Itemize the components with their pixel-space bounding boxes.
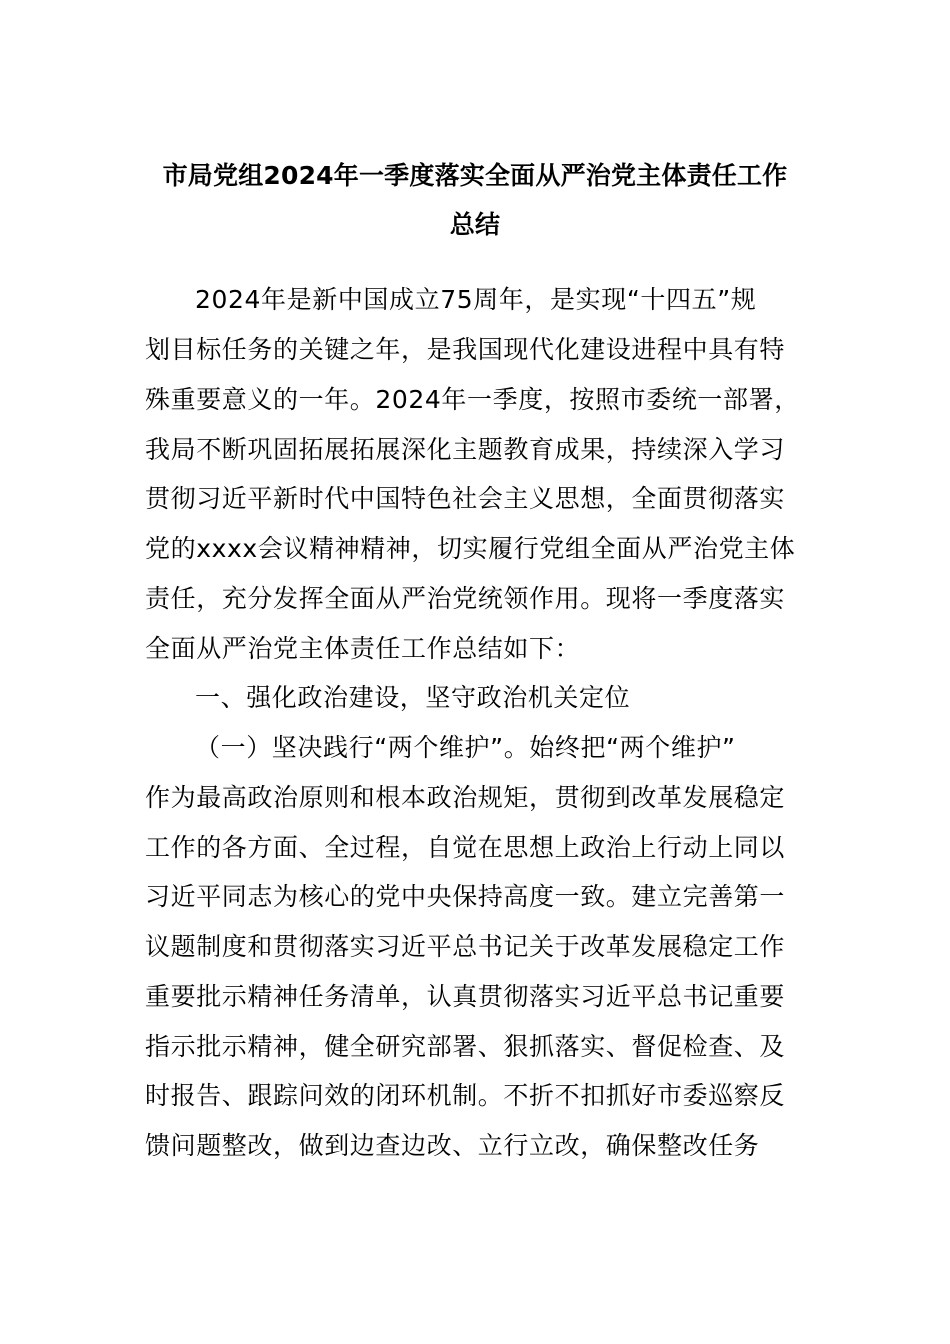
paragraph-line: 工作的各方面、全过程，自觉在思想上政治上行动上同以	[145, 833, 786, 862]
paragraph-line: 重要批示精神任务清单，认真贯彻落实习近平总书记重要	[145, 982, 786, 1011]
paragraph-line: 全面从严治党主体责任工作总结如下：	[145, 634, 581, 663]
paragraph-line: 议题制度和贯彻落实习近平总书记关于改革发展稳定工作	[145, 932, 786, 961]
paragraph-line: 习近平同志为核心的党中央保持高度一致。建立完善第一	[145, 882, 786, 911]
document-title-line-2: 总结	[449, 210, 501, 239]
paragraph-line: 贯彻习近平新时代中国特色社会主义思想，全面贯彻落实	[145, 484, 786, 513]
paragraph-line: 殊重要意义的一年。2024年一季度，按照市委统一部署，	[145, 385, 800, 414]
paragraph-line: 我局不断巩固拓展拓展深化主题教育成果，持续深入学习	[145, 435, 786, 464]
paragraph-line: 划目标任务的关键之年，是我国现代化建设进程中具有特	[145, 335, 786, 364]
paragraph-line: 指示批示精神，健全研究部署、狠抓落实、督促检查、及	[145, 1032, 786, 1061]
paragraph-line: 时报告、跟踪问效的闭环机制。不折不扣抓好市委巡察反	[145, 1081, 786, 1110]
document-title-line-1: 市局党组2024年一季度落实全面从严治党主体责任工作	[162, 161, 788, 190]
paragraph-line: 作为最高政治原则和根本政治规矩，贯彻到改革发展稳定	[145, 783, 786, 812]
paragraph-line: 2024年是新中国成立75周年，是实现“十四五”规	[195, 285, 757, 314]
section-heading: 一、强化政治建设，坚守政治机关定位	[195, 683, 631, 712]
paragraph-line: 责任，充分发挥全面从严治党统领作用。现将一季度落实	[145, 584, 786, 613]
paragraph-line: 馈问题整改，做到边查边改、立行立改，确保整改任务	[145, 1131, 760, 1160]
paragraph-line: （一）坚决践行“两个维护”。始终把“两个维护”	[195, 733, 736, 762]
paragraph-line: 党的xxxx会议精神精神，切实履行党组全面从严治党主体	[145, 534, 796, 563]
